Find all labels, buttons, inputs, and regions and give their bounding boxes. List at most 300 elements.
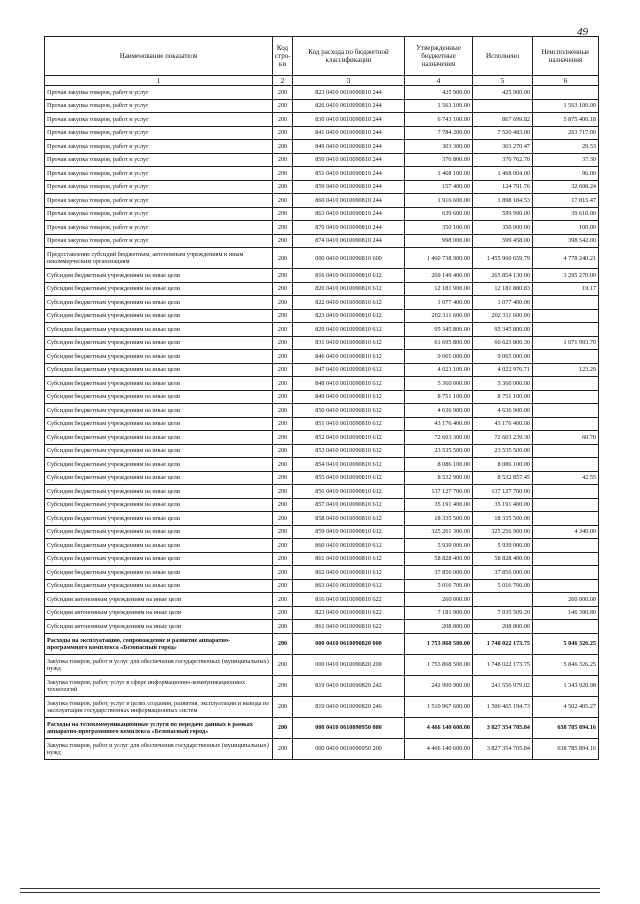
table-row [45, 140, 599, 154]
row-executed-cell: 95 345 800.00 [473, 323, 533, 337]
row-budget-code-cell: 826 0410 0610090810 244 [293, 99, 405, 113]
row-budget-code-cell: 846 0410 0610090810 612 [293, 350, 405, 364]
row-name-cell: Субсидии бюджетным учреждениям на иные цели [45, 552, 273, 566]
row-budget-code-cell: 829 0410 0610090810 612 [293, 323, 405, 337]
row-budget-code-cell: 870 0410 0610090810 244 [293, 221, 405, 235]
row-unexecuted-cell: 1 343 920.98 [533, 675, 599, 696]
row-executed-cell: 1 748 022 173.75 [473, 654, 533, 675]
row-budget-code-cell: 849 0410 0610090810 244 [293, 140, 405, 154]
row-line-code-cell: 200 [273, 248, 293, 269]
row-budget-code-cell: 823 0410 0610090810 612 [293, 309, 405, 323]
row-executed-cell: 1 748 022 173.75 [473, 633, 533, 654]
row-approved-cell: 370 800.00 [405, 153, 473, 167]
row-budget-code-cell: 849 0410 0610090810 612 [293, 390, 405, 404]
row-unexecuted-cell: 5 846 326.25 [533, 654, 599, 675]
row-line-code-cell: 200 [273, 525, 293, 539]
row-unexecuted-cell: 96.00 [533, 167, 599, 181]
row-line-code-cell: 200 [273, 404, 293, 418]
row-name-cell: Закупка товаров, работ и услуг для обеспечения государственных (муниципальных) нужд [45, 654, 273, 675]
row-approved-cell: 5 016 700.00 [405, 579, 473, 593]
row-name-cell: Субсидии бюджетным учреждениям на иные цели [45, 498, 273, 512]
row-name-cell: Субсидии автономным учреждениям на иные цели [45, 606, 273, 620]
row-executed-cell: 4 636 900.00 [473, 404, 533, 418]
row-executed-cell: 599 990.00 [473, 207, 533, 221]
row-line-code-cell: 200 [273, 498, 293, 512]
row-budget-code-cell: 850 0410 0610090810 244 [293, 153, 405, 167]
row-unexecuted-cell: 638 785 894.16 [533, 738, 599, 759]
row-approved-cell: 208 800.00 [405, 620, 473, 634]
row-budget-code-cell: 857 0410 0610090810 612 [293, 498, 405, 512]
table-row [45, 269, 599, 283]
header-executed: Исполнено [473, 37, 533, 76]
row-executed-cell: 1 455 960 659.79 [473, 248, 533, 269]
table-row [45, 696, 599, 717]
row-executed-cell: 8 086 100.00 [473, 458, 533, 472]
table-row [45, 579, 599, 593]
row-unexecuted-cell: 19.17 [533, 282, 599, 296]
row-executed-cell: 599 458.00 [473, 234, 533, 248]
row-name-cell: Субсидии бюджетным учреждениям на иные цели [45, 296, 273, 310]
row-line-code-cell: 200 [273, 620, 293, 634]
column-number: 4 [405, 76, 473, 86]
row-executed-cell: 350 000.00 [473, 221, 533, 235]
table-row [45, 539, 599, 553]
table-row [45, 390, 599, 404]
row-executed-cell: 8 532 857.45 [473, 471, 533, 485]
row-approved-cell: 4 636 900.00 [405, 404, 473, 418]
row-line-code-cell: 200 [273, 221, 293, 235]
row-approved-cell: 6 743 100.00 [405, 113, 473, 127]
header-approved: Утвержденные бюджетные назначения [405, 37, 473, 76]
table-row [45, 620, 599, 634]
row-unexecuted-cell: 1 071 993.70 [533, 336, 599, 350]
row-unexecuted-cell [533, 404, 599, 418]
row-approved-cell: 37 856 000.00 [405, 566, 473, 580]
row-name-cell: Субсидии бюджетным учреждениям на иные цели [45, 417, 273, 431]
row-line-code-cell: 200 [273, 234, 293, 248]
row-budget-code-cell: 859 0410 0610090810 612 [293, 525, 405, 539]
column-number: 5 [473, 76, 533, 86]
row-line-code-cell: 200 [273, 675, 293, 696]
row-budget-code-cell: 822 0410 0610090810 612 [293, 296, 405, 310]
row-budget-code-cell: 874 0410 0610090810 244 [293, 234, 405, 248]
row-unexecuted-cell: 398 542.00 [533, 234, 599, 248]
row-budget-code-cell: 000 0410 0610090950 000 [293, 717, 405, 738]
row-executed-cell: 3 827 354 705.84 [473, 738, 533, 759]
row-unexecuted-cell [533, 498, 599, 512]
row-budget-code-cell: 853 0410 0610090810 612 [293, 444, 405, 458]
row-name-cell: Субсидии бюджетным учреждениям на иные цели [45, 269, 273, 283]
row-name-cell: Прочая закупка товаров, работ и услуг [45, 207, 273, 221]
row-budget-code-cell: 831 0410 0610090810 612 [293, 336, 405, 350]
row-line-code-cell: 200 [273, 654, 293, 675]
row-executed-cell: 5 016 700.00 [473, 579, 533, 593]
table-row [45, 431, 599, 445]
row-name-cell: Субсидии бюджетным учреждениям на иные цели [45, 363, 273, 377]
row-budget-code-cell: 860 0410 0610090810 612 [293, 539, 405, 553]
table-row [45, 180, 599, 194]
row-budget-code-cell: 000 0410 0610090810 600 [293, 248, 405, 269]
row-budget-code-cell: 854 0410 0610090810 612 [293, 458, 405, 472]
row-unexecuted-cell: 32 608.24 [533, 180, 599, 194]
row-approved-cell: 260 000.00 [405, 593, 473, 607]
row-budget-code-cell: 850 0410 0610090810 612 [293, 404, 405, 418]
header-line-code: Код стро-ки [273, 37, 293, 76]
row-line-code-cell: 200 [273, 606, 293, 620]
row-budget-code-cell: 861 0410 0610090810 622 [293, 620, 405, 634]
row-unexecuted-cell: 3 295 270.00 [533, 269, 599, 283]
row-approved-cell: 5 360 000.00 [405, 377, 473, 391]
row-budget-code-cell: 819 0410 0610090820 242 [293, 675, 405, 696]
row-approved-cell: 7 181 900.00 [405, 606, 473, 620]
row-executed-cell: 43 176 400.00 [473, 417, 533, 431]
row-unexecuted-cell [533, 86, 599, 100]
row-unexecuted-cell: 4 778 240.21 [533, 248, 599, 269]
footer-rule [20, 888, 600, 889]
row-budget-code-cell: 823 0410 0610090810 622 [293, 606, 405, 620]
row-executed-cell: 60 623 806.30 [473, 336, 533, 350]
row-name-cell: Прочая закупка товаров, работ и услуг [45, 234, 273, 248]
row-executed-cell: 9 065 000.00 [473, 350, 533, 364]
row-line-code-cell: 200 [273, 180, 293, 194]
row-unexecuted-cell [533, 296, 599, 310]
row-name-cell: Прочая закупка товаров, работ и услуг [45, 99, 273, 113]
row-budget-code-cell: 855 0410 0610090810 612 [293, 471, 405, 485]
table-row [45, 296, 599, 310]
row-name-cell: Субсидии бюджетным учреждениям на иные цели [45, 471, 273, 485]
row-line-code-cell: 200 [273, 696, 293, 717]
row-unexecuted-cell: 146 390.80 [533, 606, 599, 620]
row-line-code-cell: 200 [273, 350, 293, 364]
row-line-code-cell: 200 [273, 282, 293, 296]
row-executed-cell: 18 335 500.00 [473, 512, 533, 526]
header-row [45, 37, 599, 76]
table-row [45, 377, 599, 391]
header-budget-code: Код расхода по бюджетной классификации [293, 37, 405, 76]
table-row [45, 654, 599, 675]
row-approved-cell: 137 127 700.00 [405, 485, 473, 499]
table-row [45, 566, 599, 580]
row-approved-cell: 18 335 500.00 [405, 512, 473, 526]
row-line-code-cell: 200 [273, 458, 293, 472]
row-budget-code-cell: 816 0410 0610090810 622 [293, 593, 405, 607]
row-budget-code-cell: 858 0410 0610090810 612 [293, 512, 405, 526]
row-name-cell: Субсидии бюджетным учреждениям на иные цели [45, 323, 273, 337]
row-unexecuted-cell: 37.30 [533, 153, 599, 167]
row-approved-cell: 4 466 140 600.00 [405, 717, 473, 738]
row-executed-cell: 202 311 600.00 [473, 309, 533, 323]
row-approved-cell: 1 916 600.00 [405, 194, 473, 208]
table-row [45, 86, 599, 100]
row-name-cell: Прочая закупка товаров, работ и услуг [45, 86, 273, 100]
row-name-cell: Субсидии автономным учреждениям на иные цели [45, 593, 273, 607]
row-approved-cell: 72 603 300.00 [405, 431, 473, 445]
table-body [45, 86, 599, 760]
row-executed-cell: 208 800.00 [473, 620, 533, 634]
row-approved-cell: 8 532 900.00 [405, 471, 473, 485]
row-name-cell: Субсидии бюджетным учреждениям на иные цели [45, 336, 273, 350]
table-row [45, 471, 599, 485]
row-name-cell: Расходы на телекоммуникационные услуги по передаче данных в рамках аппаратно-программного комплекса «Безопасный город» [45, 717, 273, 738]
table-row [45, 512, 599, 526]
row-unexecuted-cell: 60.70 [533, 431, 599, 445]
row-unexecuted-cell: 123.29 [533, 363, 599, 377]
row-name-cell: Прочая закупка товаров, работ и услуг [45, 180, 273, 194]
row-name-cell: Предоставление субсидий бюджетным, автономным учреждениям и иным некоммерческим организациям [45, 248, 273, 269]
row-approved-cell: 202 311 600.00 [405, 309, 473, 323]
table-row [45, 444, 599, 458]
row-budget-code-cell: 847 0410 0610090810 612 [293, 363, 405, 377]
row-budget-code-cell: 861 0410 0610090810 612 [293, 552, 405, 566]
table-row [45, 363, 599, 377]
column-number: 6 [533, 76, 599, 86]
table-row [45, 113, 599, 127]
row-budget-code-cell: 863 0410 0610090810 612 [293, 579, 405, 593]
row-budget-code-cell: 863 0410 0610090810 244 [293, 207, 405, 221]
table-row [45, 350, 599, 364]
table-row [45, 221, 599, 235]
row-approved-cell: 4 023 100.00 [405, 363, 473, 377]
row-line-code-cell: 200 [273, 113, 293, 127]
table-row [45, 207, 599, 221]
row-executed-cell: 1 077 400.00 [473, 296, 533, 310]
row-budget-code-cell: 820 0410 0610090810 612 [293, 282, 405, 296]
row-name-cell: Прочая закупка товаров, работ и услуг [45, 221, 273, 235]
row-executed-cell: 7 035 509.20 [473, 606, 533, 620]
row-executed-cell: 325 256 960.00 [473, 525, 533, 539]
row-name-cell: Субсидии бюджетным учреждениям на иные цели [45, 566, 273, 580]
row-budget-code-cell: 860 0410 0610090810 244 [293, 194, 405, 208]
row-approved-cell: 4 466 140 600.00 [405, 738, 473, 759]
row-unexecuted-cell: 263 717.00 [533, 126, 599, 140]
row-approved-cell: 5 939 000.00 [405, 539, 473, 553]
header-unexecuted: Неисполненные назначения [533, 37, 599, 76]
row-approved-cell: 12 181 900.00 [405, 282, 473, 296]
row-unexecuted-cell [533, 390, 599, 404]
row-line-code-cell: 200 [273, 444, 293, 458]
row-approved-cell: 1 460 738 900.00 [405, 248, 473, 269]
row-name-cell: Субсидии бюджетным учреждениям на иные цели [45, 444, 273, 458]
table-row [45, 552, 599, 566]
column-number-row [45, 76, 599, 86]
row-executed-cell: 5 360 000.00 [473, 377, 533, 391]
row-approved-cell: 1 563 100.00 [405, 99, 473, 113]
row-executed-cell: 124 791.76 [473, 180, 533, 194]
row-line-code-cell: 200 [273, 99, 293, 113]
column-number: 2 [273, 76, 293, 86]
row-budget-code-cell: 000 0410 0610090820 200 [293, 654, 405, 675]
table-row [45, 194, 599, 208]
row-executed-cell: 3 827 354 705.84 [473, 717, 533, 738]
row-approved-cell: 639 600.00 [405, 207, 473, 221]
row-name-cell: Расходы на эксплуатацию, сопровождение и развитие аппаратно-программного комплекса «Безопасный город» [45, 633, 273, 654]
row-executed-cell [473, 593, 533, 607]
row-budget-code-cell: 841 0410 0610090810 244 [293, 126, 405, 140]
row-executed-cell: 7 520 483.00 [473, 126, 533, 140]
row-line-code-cell: 200 [273, 309, 293, 323]
row-name-cell: Прочая закупка товаров, работ и услуг [45, 126, 273, 140]
table-row [45, 633, 599, 654]
row-executed-cell: 241 556 979.02 [473, 675, 533, 696]
row-approved-cell: 7 784 200.00 [405, 126, 473, 140]
column-number: 3 [293, 76, 405, 86]
table-row [45, 738, 599, 759]
row-unexecuted-cell: 42.55 [533, 471, 599, 485]
row-unexecuted-cell [533, 323, 599, 337]
row-approved-cell: 350 100.00 [405, 221, 473, 235]
row-name-cell: Субсидии бюджетным учреждениям на иные цели [45, 579, 273, 593]
row-approved-cell: 1 510 967 600.00 [405, 696, 473, 717]
row-unexecuted-cell [533, 512, 599, 526]
row-executed-cell: 37 856 000.00 [473, 566, 533, 580]
row-approved-cell: 325 261 300.00 [405, 525, 473, 539]
table-row [45, 525, 599, 539]
row-unexecuted-cell: 638 785 894.16 [533, 717, 599, 738]
row-unexecuted-cell: 29.53 [533, 140, 599, 154]
row-name-cell: Закупка товаров, работ и услуг для обеспечения государственных (муниципальных) нужд [45, 738, 273, 759]
row-approved-cell: 58 828 400.00 [405, 552, 473, 566]
table-row [45, 485, 599, 499]
table-row [45, 404, 599, 418]
table-row [45, 282, 599, 296]
row-approved-cell: 61 695 800.00 [405, 336, 473, 350]
row-approved-cell: 425 900.00 [405, 86, 473, 100]
row-executed-cell: 425 900.00 [473, 86, 533, 100]
row-unexecuted-cell [533, 539, 599, 553]
row-unexecuted-cell: 100.00 [533, 221, 599, 235]
row-line-code-cell: 200 [273, 579, 293, 593]
row-line-code-cell: 200 [273, 363, 293, 377]
row-line-code-cell: 200 [273, 86, 293, 100]
row-line-code-cell: 200 [273, 417, 293, 431]
row-approved-cell: 8 751 100.00 [405, 390, 473, 404]
row-name-cell: Субсидии бюджетным учреждениям на иные цели [45, 404, 273, 418]
row-unexecuted-cell: 4 502 405.27 [533, 696, 599, 717]
row-name-cell: Прочая закупка товаров, работ и услуг [45, 140, 273, 154]
row-unexecuted-cell [533, 458, 599, 472]
row-executed-cell: 265 854 130.00 [473, 269, 533, 283]
table-row [45, 606, 599, 620]
row-unexecuted-cell: 17 815.47 [533, 194, 599, 208]
row-line-code-cell: 200 [273, 485, 293, 499]
table-row [45, 309, 599, 323]
table-row [45, 323, 599, 337]
row-approved-cell: 1 077 400.00 [405, 296, 473, 310]
row-line-code-cell: 200 [273, 207, 293, 221]
row-budget-code-cell: 848 0410 0610090810 612 [293, 377, 405, 391]
table-row [45, 717, 599, 738]
row-budget-code-cell: 823 0410 0610090810 244 [293, 86, 405, 100]
row-name-cell: Субсидии бюджетным учреждениям на иные цели [45, 309, 273, 323]
table-row [45, 458, 599, 472]
row-approved-cell: 9 065 000.00 [405, 350, 473, 364]
row-unexecuted-cell: 1 563 100.00 [533, 99, 599, 113]
row-approved-cell: 23 535 500.00 [405, 444, 473, 458]
row-unexecuted-cell: 260 000.00 [533, 593, 599, 607]
row-name-cell: Субсидии бюджетным учреждениям на иные цели [45, 485, 273, 499]
row-unexecuted-cell [533, 485, 599, 499]
column-number: 1 [45, 76, 273, 86]
row-name-cell: Субсидии бюджетным учреждениям на иные цели [45, 282, 273, 296]
row-line-code-cell: 200 [273, 126, 293, 140]
row-budget-code-cell: 819 0410 0610090820 246 [293, 696, 405, 717]
row-unexecuted-cell [533, 566, 599, 580]
row-line-code-cell: 200 [273, 153, 293, 167]
header-name: Наименование показателя [45, 37, 273, 76]
row-line-code-cell: 200 [273, 471, 293, 485]
row-approved-cell: 8 086 100.00 [405, 458, 473, 472]
row-name-cell: Закупка товаров, работ, услуг в целях создания, развития, эксплуатации и вывода из эксплуатации государственных информационных систем [45, 696, 273, 717]
row-name-cell: Субсидии бюджетным учреждениям на иные цели [45, 525, 273, 539]
row-unexecuted-cell [533, 350, 599, 364]
row-unexecuted-cell [533, 309, 599, 323]
row-line-code-cell: 200 [273, 431, 293, 445]
row-unexecuted-cell: 5 875 400.18 [533, 113, 599, 127]
row-executed-cell: 1 506 465 194.73 [473, 696, 533, 717]
row-unexecuted-cell: 4 340.00 [533, 525, 599, 539]
page-number: 49 [577, 26, 588, 38]
row-name-cell: Субсидии бюджетным учреждениям на иные цели [45, 377, 273, 391]
row-name-cell: Субсидии бюджетным учреждениям на иные цели [45, 512, 273, 526]
table-row [45, 593, 599, 607]
row-approved-cell: 242 900 900.00 [405, 675, 473, 696]
row-unexecuted-cell: 39 610.00 [533, 207, 599, 221]
row-line-code-cell: 200 [273, 738, 293, 759]
row-budget-code-cell: 851 0410 0610090810 244 [293, 167, 405, 181]
row-approved-cell: 1 468 100.00 [405, 167, 473, 181]
row-executed-cell: 12 181 880.83 [473, 282, 533, 296]
row-name-cell: Прочая закупка товаров, работ и услуг [45, 113, 273, 127]
row-budget-code-cell: 851 0410 0610090810 612 [293, 417, 405, 431]
row-executed-cell: 35 191 400.00 [473, 498, 533, 512]
row-approved-cell: 157 400.00 [405, 180, 473, 194]
row-unexecuted-cell [533, 444, 599, 458]
row-approved-cell: 1 753 868 500.00 [405, 633, 473, 654]
row-budget-code-cell: 000 0410 0610090820 000 [293, 633, 405, 654]
row-name-cell: Закупка товаров, работ, услуг в сфере информационно-коммуникационных технологий [45, 675, 273, 696]
row-executed-cell: 72 603 239.30 [473, 431, 533, 445]
row-approved-cell: 35 191 400.00 [405, 498, 473, 512]
table-row [45, 675, 599, 696]
row-approved-cell: 303 300.00 [405, 140, 473, 154]
table-row [45, 234, 599, 248]
row-name-cell: Субсидии бюджетным учреждениям на иные цели [45, 458, 273, 472]
table-row [45, 417, 599, 431]
row-name-cell: Прочая закупка товаров, работ и услуг [45, 153, 273, 167]
row-name-cell: Субсидии бюджетным учреждениям на иные цели [45, 390, 273, 404]
row-name-cell: Субсидии бюджетным учреждениям на иные цели [45, 539, 273, 553]
row-line-code-cell: 200 [273, 194, 293, 208]
row-budget-code-cell: 859 0410 0610090810 244 [293, 180, 405, 194]
row-executed-cell [473, 99, 533, 113]
row-executed-cell: 1 468 004.00 [473, 167, 533, 181]
row-line-code-cell: 200 [273, 566, 293, 580]
row-line-code-cell: 200 [273, 593, 293, 607]
row-unexecuted-cell [533, 620, 599, 634]
table-row [45, 153, 599, 167]
row-line-code-cell: 200 [273, 296, 293, 310]
row-unexecuted-cell: 5 846 326.25 [533, 633, 599, 654]
table-row [45, 167, 599, 181]
table-row [45, 99, 599, 113]
table-row [45, 248, 599, 269]
row-line-code-cell: 200 [273, 140, 293, 154]
row-line-code-cell: 200 [273, 269, 293, 283]
row-line-code-cell: 200 [273, 390, 293, 404]
row-name-cell: Субсидии бюджетным учреждениям на иные цели [45, 350, 273, 364]
row-unexecuted-cell [533, 377, 599, 391]
row-name-cell: Прочая закупка товаров, работ и услуг [45, 194, 273, 208]
